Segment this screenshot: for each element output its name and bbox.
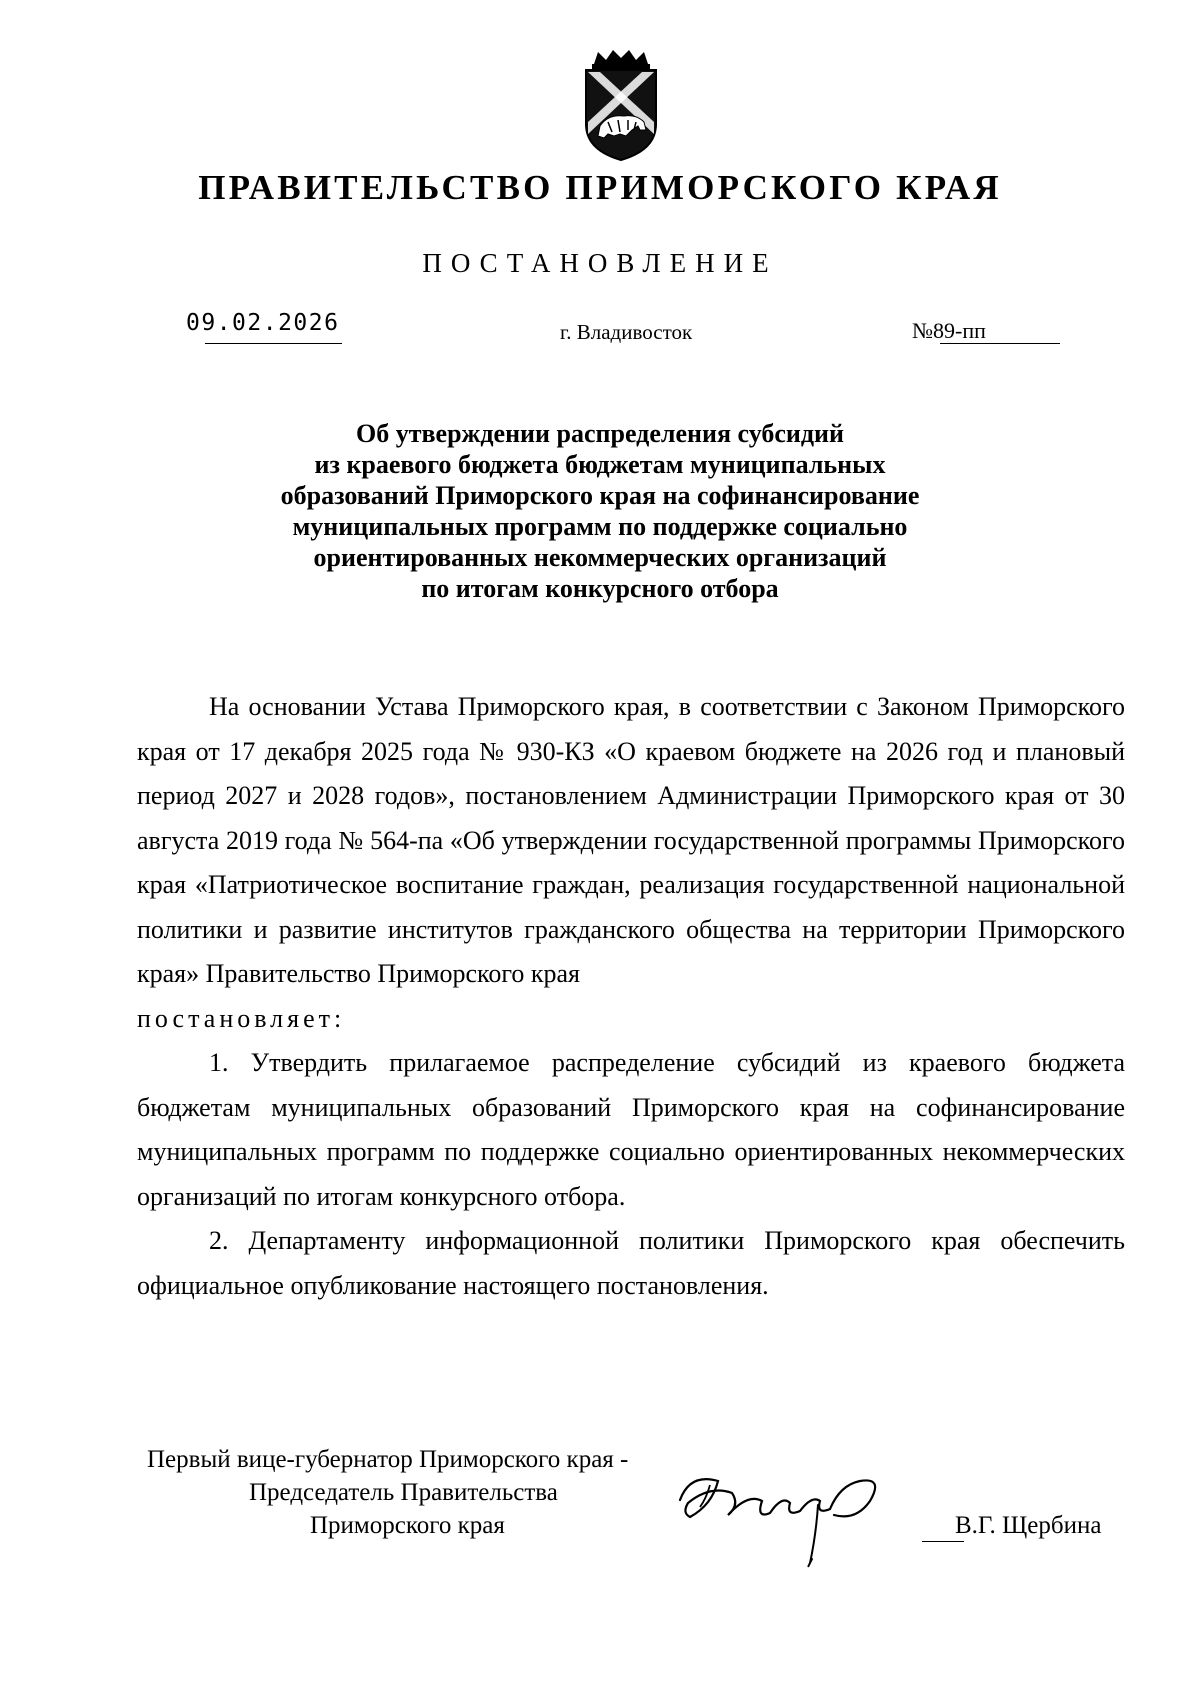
document-number: №89-пп [912,318,986,343]
item-paragraph: 1. Утвердить прилагаемое распределение субсидий из краевого бюджета бюджетам муниципальных образований Приморского края на софинансирование муниципальных программ по поддержке социально ориентированных некоммерческих организаций по итогам конкурсного отбора. [137,1048,1125,1211]
subject-line: Об утверждении распределения субсидий [356,419,844,448]
subject-line: образований Приморского края на софинансирование [280,481,920,510]
handwritten-signature-icon [670,1455,930,1575]
document-city: г. Владивосток [560,320,693,344]
document-subject [230,418,970,604]
subject-line: из краевого бюджета бюджетам муниципальных [314,450,886,479]
signatory-name: В.Г. Щербина [955,1512,1102,1539]
signatory-position-line: Председатель Правительства [249,1479,558,1506]
preamble-paragraph: На основании Устава Приморского края, в соответствии с Законом Приморского края от 17 декабря 2025 года № 930-КЗ «О краевом бюджете на 2026 год и плановый период 2027 и 2028 годов», постановлением Администрации Приморского края от 30 августа 2019 года № 564-па «Об утверждении государственной программы Приморского края «Патриотическое воспитание граждан, реализация государственной национальной политики и развитие институтов гражданского общества на территории Приморского края» Правительство Приморского края [137,692,1125,988]
organization-title: ПРАВИТЕЛЬСТВО ПРИМОРСКОГО КРАЯ [198,168,1002,207]
number-underline [940,343,1060,344]
document-type: ПОСТАНОВЛЕНИЕ [422,248,778,278]
signatory-position-line: Приморского края [310,1512,505,1539]
subject-line: муниципальных программ по поддержке социально [292,512,908,541]
subject-line: ориентированных некоммерческих организаций [313,543,887,572]
date-underline [205,343,342,344]
document-date: 09.02.2026 [186,310,340,336]
signatory-position-line: Первый вице-губернатор Приморского края - [147,1446,629,1473]
signature-underline [922,1541,964,1542]
document-body [137,685,1125,1308]
subject-line: по итогам конкурсного отбора [421,574,779,603]
coat-of-arms-icon [578,50,664,162]
resolves-word: постановляет: [137,1003,346,1033]
item-paragraph: 2. Департаменту информационной политики Приморского края обеспечить официальное опубликование настоящего постановления. [137,1226,1125,1300]
